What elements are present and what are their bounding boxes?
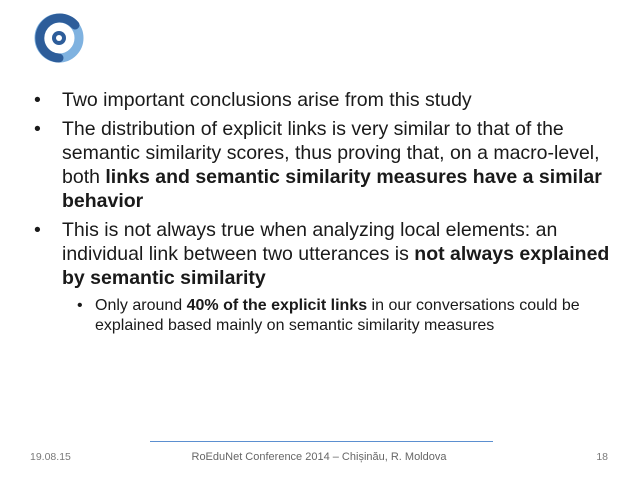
page-number: 18 — [596, 451, 608, 463]
bullet-marker: • — [34, 219, 41, 241]
footer-conference: RoEduNet Conference 2014 – Chișinău, R. Moldova — [191, 451, 447, 463]
bold-text-segment: 40% of the explicit links — [186, 297, 368, 314]
bold-text-segment: not always explained by semantic similarity — [62, 243, 610, 289]
footer-divider — [150, 441, 493, 442]
bullet-text — [95, 296, 614, 336]
text-segment: Only around — [95, 297, 187, 314]
bullet-marker: • — [34, 118, 41, 140]
logo-icon — [34, 13, 86, 65]
text-segment: This is not always true when analyzing local elements: an individual link between two utterances is — [62, 219, 558, 265]
bullet-marker: • — [34, 89, 41, 111]
bullet-text — [62, 218, 614, 290]
bullet-text — [62, 117, 614, 213]
bullet-item — [34, 218, 614, 290]
bullet-text — [62, 88, 614, 112]
slide-body — [34, 88, 614, 341]
text-segment: Two important conclusions arise from this study — [62, 89, 472, 111]
text-segment: in our conversations could be explained based mainly on semantic similarity measures — [95, 297, 580, 334]
bold-text-segment: links and semantic similarity measures have a similar behavior — [62, 166, 602, 212]
footer-date: 19.08.15 — [30, 451, 71, 463]
bullet-marker: • — [77, 297, 83, 314]
text-segment: The distribution of explicit links is very similar to that of the semantic similarity scores, thus proving that, on a macro-level, both — [62, 118, 600, 188]
sub-bullet-item — [77, 296, 614, 336]
bullet-item — [34, 88, 614, 112]
bullet-item — [34, 117, 614, 213]
